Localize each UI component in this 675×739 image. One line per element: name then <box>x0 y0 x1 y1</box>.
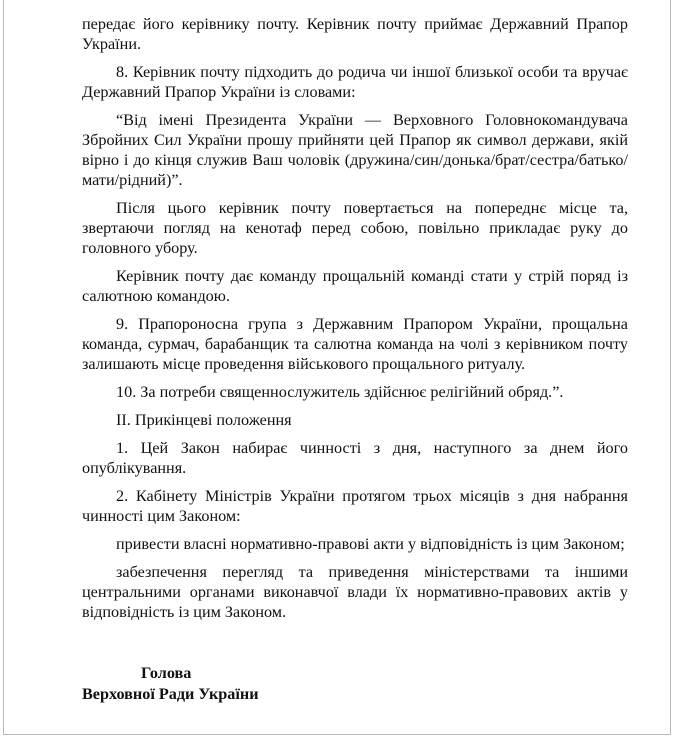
document-body <box>82 14 628 630</box>
signature-block <box>82 663 259 705</box>
paragraph-final-2: 2. Кабінету Міністрів України протягом трьох місяців з дня набрання чинності цим Законом: <box>82 487 628 525</box>
paragraph-continuation: передає його керівнику почту. Керівник почту приймає Державний Прапор України. <box>82 15 628 53</box>
paragraph-command: Керівник почту дає команду прощальній команді стати у стрій поряд із салютною командою. <box>82 267 628 305</box>
paragraph-final-1: 1. Цей Закон набирає чинності з дня, наступного за днем його опублікування. <box>82 439 628 477</box>
paragraph-final-2b: забезпечення перегляд та приведення міністерствами та іншими центральними органами виконавчої влади їх нормативно-правових актів у відповідність із цим Законом. <box>82 563 628 621</box>
paragraph-item-9: 9. Прапороносна група з Державним Прапором України, прощальна команда, сурмач, барабанщик та салютна команда на чолі з керівником почту залишають місце проведення військового прощального ритуалу. <box>82 315 628 373</box>
paragraph-item-10: 10. За потреби священнослужитель здійснює релігійний обряд.”. <box>116 383 564 401</box>
paragraph-quote: “Від імені Президента України — Верховного Головнокомандувача Збройних Сил України прошу прийняти цей Прапор як символ держави, якій вірно і до кінця служив Ваш чоловік (дружина/син/донька/брат/сестра/батько/мати/рідний)”. <box>82 111 628 189</box>
paragraph-item-8: 8. Керівник почту підходить до родича чи іншої близької особи та вручає Державний Прапор України із словами: <box>82 63 628 101</box>
signature-title: Голова <box>141 664 192 682</box>
section-heading: ІІ. Прикінцеві положення <box>116 411 292 429</box>
paragraph-after-quote: Після цього керівник почту повертається на попереднє місце та, звертаючи погляд на кенотаф перед собою, повільно прикладає руку до головного убору. <box>82 199 628 257</box>
signature-organization: Верховної Ради України <box>82 685 259 703</box>
paragraph-final-2a: привести власні нормативно-правові акти у відповідність із цим Законом; <box>116 535 625 553</box>
